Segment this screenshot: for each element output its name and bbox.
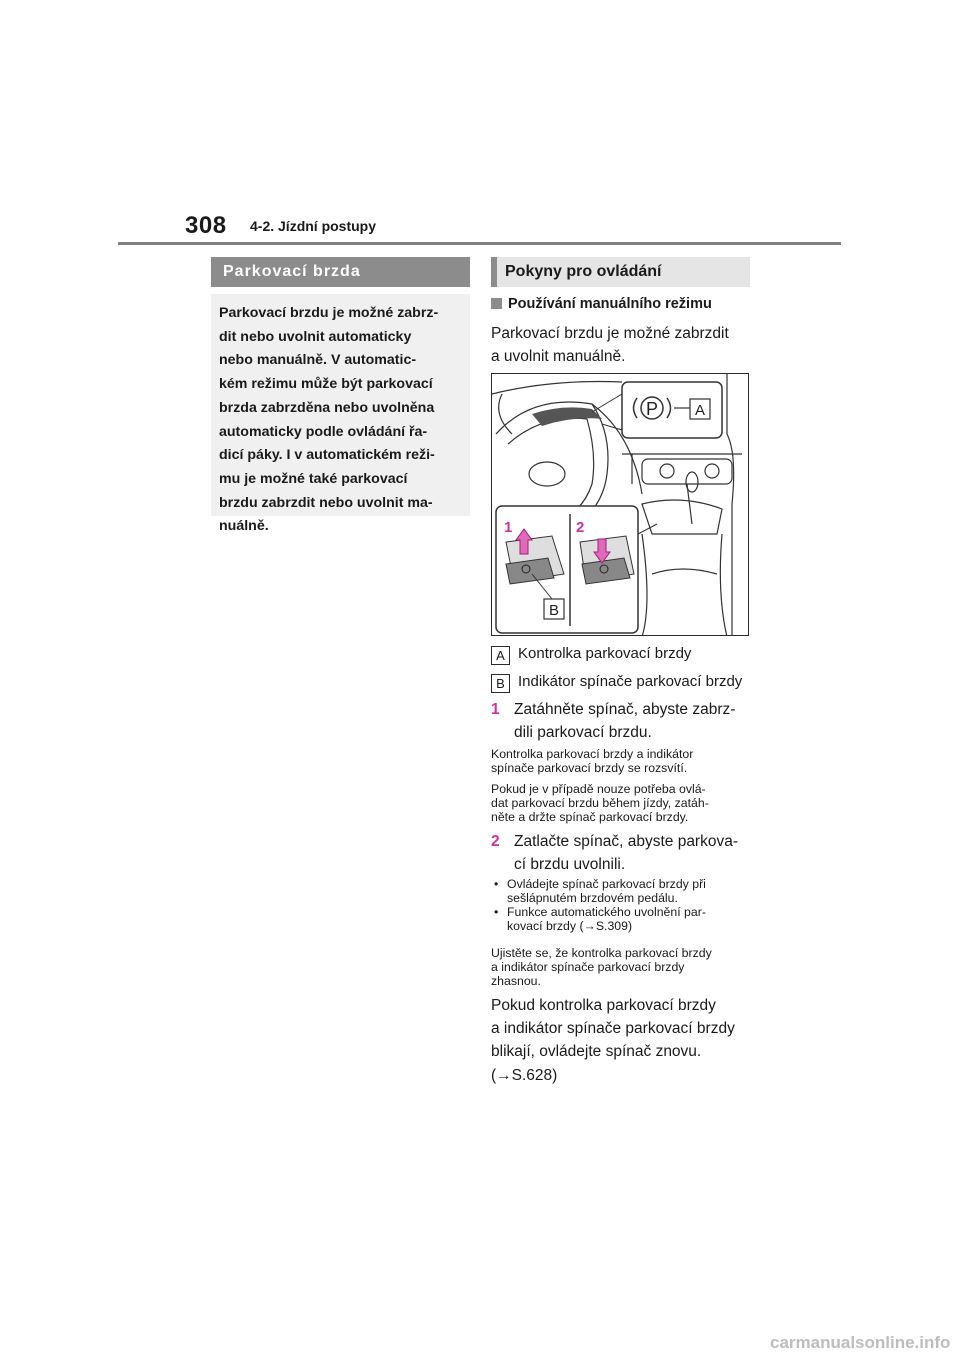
step-1-label: 1 <box>504 519 513 536</box>
summary-line: brzda zabrzděna nebo uvolněna <box>219 399 435 416</box>
bullet-icon: • <box>494 877 499 891</box>
note-line: zhasnou. <box>491 974 541 988</box>
legend-item-a <box>491 645 691 665</box>
note-line: něte a držte spínač parkovací brzdy. <box>491 810 689 824</box>
summary-line: Parkovací brzdu je možné zabrz- <box>219 305 439 321</box>
final-line: blikají, ovládejte spínač znovu. <box>491 1043 702 1061</box>
callout-a-label: A <box>694 402 706 419</box>
subsection-title-text: Používání manuálního režimu <box>508 296 712 312</box>
intro-line: Parkovací brzdu je možné zabrzdit <box>491 325 729 342</box>
step-2 <box>491 830 753 876</box>
note-line: Kontrolka parkovací brzdy a indikátor <box>491 747 694 761</box>
final-line: a indikátor spínače parkovací brzdy <box>491 1020 735 1038</box>
summary-line: brzdu zabrzdit nebo uvolnit ma- <box>219 494 433 511</box>
step-2-label: 2 <box>576 519 585 536</box>
final-line: (→S.628) <box>491 1066 558 1084</box>
note-lights-on <box>491 747 753 775</box>
intro-paragraph <box>491 322 753 368</box>
note-line: dat parkovací brzdu během jízdy, zatáh- <box>491 796 709 810</box>
dashboard-drawing <box>492 374 749 636</box>
summary-line: kém režimu může být parkovací <box>219 376 433 393</box>
summary-line: dicí páky. I v automatickém reži- <box>219 447 435 464</box>
bullet-list <box>491 877 753 933</box>
summary-line: nebo manuálně. V automatic- <box>219 352 417 369</box>
step-1-number: 1 <box>491 701 500 718</box>
summary-line: dit nebo uvolnit automaticky <box>219 328 412 345</box>
note-emergency <box>491 782 753 824</box>
watermark: carmanualsonline.info <box>770 1333 951 1352</box>
bullet-line: sešlápnutém brzdovém pedálu. <box>507 891 678 905</box>
summary-line: automaticky podle ovládání řa- <box>219 423 428 440</box>
step-2-line: cí brzdu uvolnili. <box>514 856 626 873</box>
step-2-line: Zatlačte spínač, abyste parkova- <box>514 833 739 850</box>
chapter-title: 4-2. Jízdní postupy <box>250 218 377 234</box>
final-line: Pokud kontrolka parkovací brzdy <box>491 997 716 1014</box>
list-item <box>491 905 753 933</box>
summary-line: nuálně. <box>219 518 269 535</box>
summary-line: mu je možné také parkovací <box>219 470 408 487</box>
note-line: spínače parkovací brzdy se rozsvítí. <box>491 761 688 775</box>
legend-tag-b: B <box>491 674 510 693</box>
step-1 <box>491 698 753 744</box>
right-section-heading: Pokyny pro ovládání <box>491 257 750 287</box>
note-line: Pokud je v případě nouze potřeba ovlá- <box>491 782 706 796</box>
note-line: a indikátor spínače parkovací brzdy <box>491 960 685 974</box>
bullet-line: Funkce automatického uvolnění par- <box>507 905 706 919</box>
bullet-line: Ovládejte spínač parkovací brzdy při <box>507 877 706 891</box>
legend-text-a: Kontrolka parkovací brzdy <box>518 645 692 662</box>
final-paragraph <box>491 994 753 1087</box>
left-summary-box <box>211 294 470 535</box>
bullet-icon: • <box>494 905 499 919</box>
p-indicator-label: P <box>645 399 659 419</box>
subsection-title <box>491 296 712 312</box>
page-number: 308 <box>185 212 227 239</box>
step-2-number: 2 <box>491 833 500 850</box>
legend-item-b <box>491 673 742 693</box>
note-line: Ujistěte se, že kontrolka parkovací brzdy <box>491 946 712 960</box>
step-1-line: dili parkovací brzdu. <box>514 724 652 741</box>
note-lights-off <box>491 946 753 988</box>
bullet-line: kovací brzdy (→S.309) <box>507 919 633 933</box>
square-bullet-icon <box>491 298 502 309</box>
list-item <box>491 877 753 905</box>
legend-tag-a: A <box>491 646 510 665</box>
legend-text-b: Indikátor spínače parkovací brzdy <box>518 673 743 690</box>
callout-b-label: B <box>548 602 560 619</box>
intro-line: a uvolnit manuálně. <box>491 348 626 365</box>
step-1-line: Zatáhněte spínač, abyste zabrz- <box>514 701 736 718</box>
header-rule <box>118 242 841 245</box>
left-section-heading: Parkovací brzda <box>211 257 470 287</box>
parking-brake-illustration <box>491 373 749 636</box>
